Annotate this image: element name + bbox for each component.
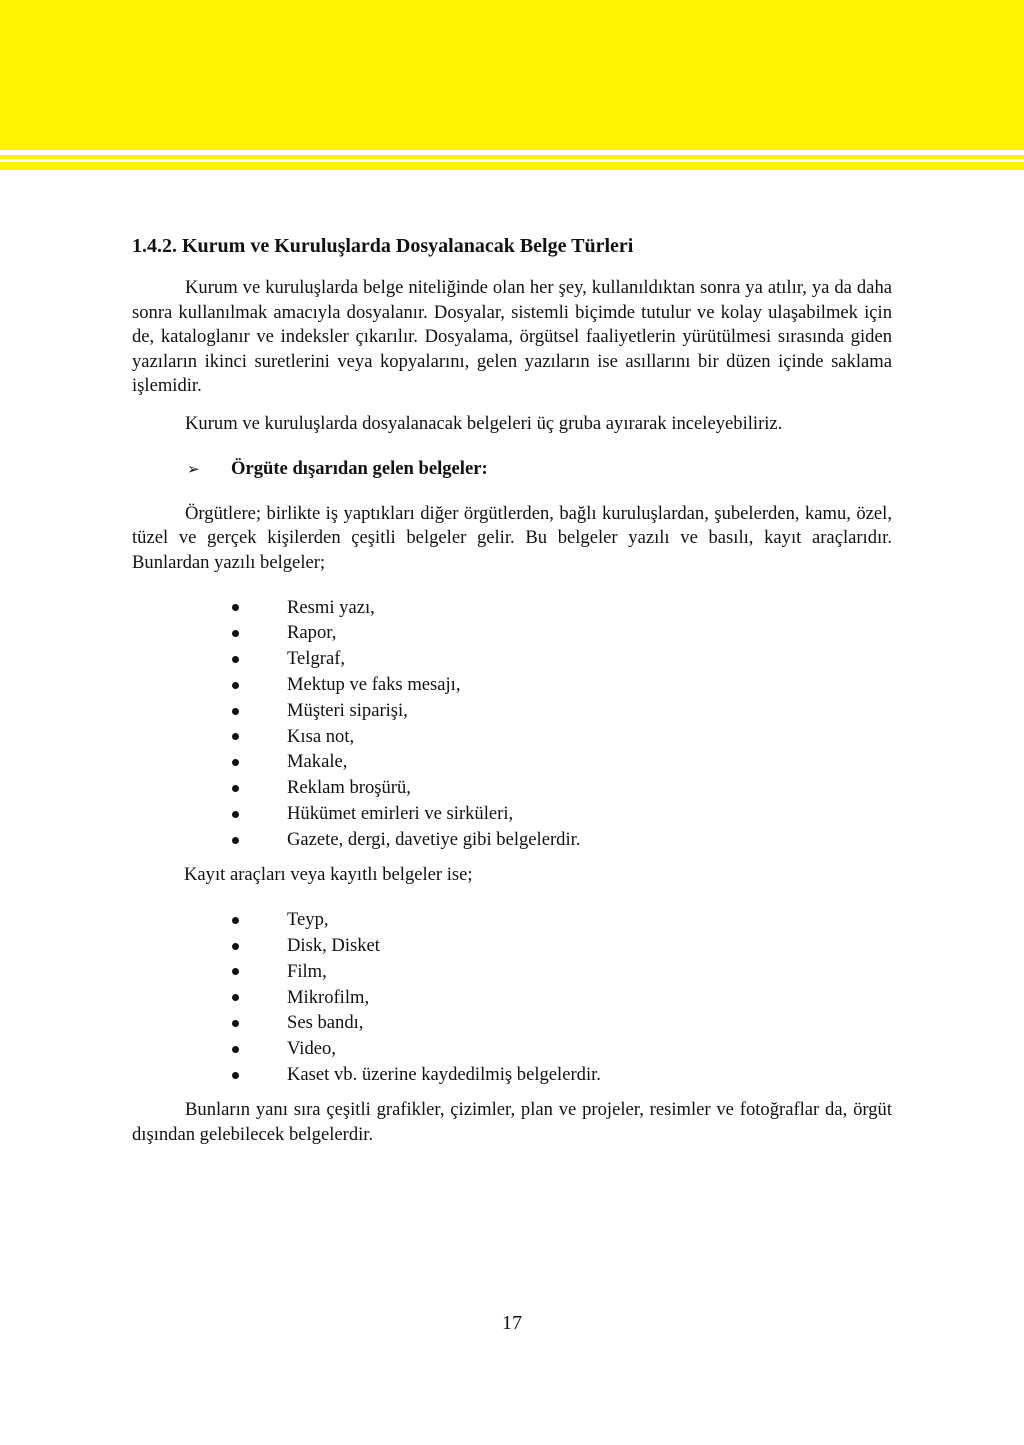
list-item [132,1062,892,1088]
list-item-text: Film, [287,960,327,982]
page-number: 17 [502,1312,522,1334]
list-item [132,827,892,853]
bullet-icon [232,968,239,975]
arrow-bullet-icon: ➢ [187,460,200,478]
bullet-icon [232,1046,239,1053]
page-content [132,233,892,1147]
list-item-text: Ses bandı, [287,1012,364,1034]
bullet-icon [232,656,239,663]
list-item-text: Resmi yazı, [287,596,375,618]
list-item-text: Kısa not, [287,725,355,747]
bullet-icon [232,733,239,740]
list-item [132,647,892,673]
list-item [132,1036,892,1062]
bullet-icon [232,604,239,611]
list-item [132,1011,892,1037]
bullet-icon [232,811,239,818]
subheading-incoming [187,457,892,482]
closing-paragraph: Bunların yanı sıra çeşitli grafikler, çizimler, plan ve projeler, resimler ve fotoğraflar da, örgüt dışından gelebilecek belgelerdir. [132,1099,892,1145]
list-item [132,724,892,750]
list-item [132,672,892,698]
list-item-text: Reklam broşürü, [287,777,411,799]
records-lead-paragraph: Kayıt araçları veya kayıtlı belgeler ise; [184,863,473,885]
header-banner [0,0,1024,150]
list-item-text: Makale, [287,751,348,773]
groups-paragraph: Kurum ve kuruluşlarda dosyalanacak belgeleri üç gruba ayırarak inceleyebiliriz. [185,412,783,434]
subheading-text: Örgüte dışarıdan gelen belgeler: [231,458,488,479]
list-item [132,985,892,1011]
bullet-icon [232,1072,239,1079]
list-item-text: Gazete, dergi, davetiye gibi belgelerdir. [287,828,581,850]
list-item [132,621,892,647]
list-item [132,933,892,959]
bullet-icon [232,994,239,1001]
bullet-icon [232,682,239,689]
bullet-icon [232,759,239,766]
bullet-icon [232,837,239,844]
list-item [132,959,892,985]
list-item [132,595,892,621]
incoming-paragraph: Örgütlere; birlikte iş yaptıkları diğer örgütlerden, bağlı kuruluşlardan, şubelerden, kamu, özel, tüzel ve gerçek kişilerden çeşitli belgeler gelir. Bu belgeler yazılı ve basılı, kayıt araçlarıdır. Bunlardan yazılı belgeler; [132,502,892,573]
bullet-icon [232,943,239,950]
list-item-text: Hükümet emirleri ve sirküleri, [287,803,514,825]
bullet-icon [232,708,239,715]
list-item [132,776,892,802]
list-item-text: Video, [287,1038,336,1060]
bullet-icon [232,630,239,637]
header-stripe-thick [0,162,1024,170]
bullet-icon [232,917,239,924]
list-item [132,698,892,724]
written-documents-list [132,595,892,853]
intro-paragraph: Kurum ve kuruluşlarda belge niteliğinde olan her şey, kullanıldıktan sonra ya atılır, ya da daha sonra kullanılmak amacıyla dosyalanır. Dosyalar, sistemli biçimde tutulur ve kolay ulaşabilmek için de, kataloglanır ve indeksler çıkarılır. Dosyalama, örgütsel faaliyetlerin yürütülmesi sırasında giden yazıların ikinci suretlerini veya kopyalarını, gelen yazıların ise asıllarını bir düzen içinde saklama işlemidir. [132,277,892,396]
bullet-icon [232,1020,239,1027]
bullet-icon [232,785,239,792]
list-item-text: Müşteri siparişi, [287,699,408,721]
list-item-text: Telgraf, [287,648,346,670]
list-item-text: Mektup ve faks mesajı, [287,674,461,696]
list-item-text: Kaset vb. üzerine kaydedilmiş belgelerdir. [287,1063,601,1085]
list-item [132,907,892,933]
recorded-documents-list [132,907,892,1088]
list-item [132,801,892,827]
section-heading: 1.4.2. Kurum ve Kuruluşlarda Dosyalanacak Belge Türleri [132,235,634,257]
header-stripe-thin [0,155,1024,159]
list-item-text: Rapor, [287,622,337,644]
list-item-text: Mikrofilm, [287,986,370,1008]
list-item-text: Teyp, [287,909,329,931]
list-item [132,750,892,776]
list-item-text: Disk, Disket [287,934,380,956]
